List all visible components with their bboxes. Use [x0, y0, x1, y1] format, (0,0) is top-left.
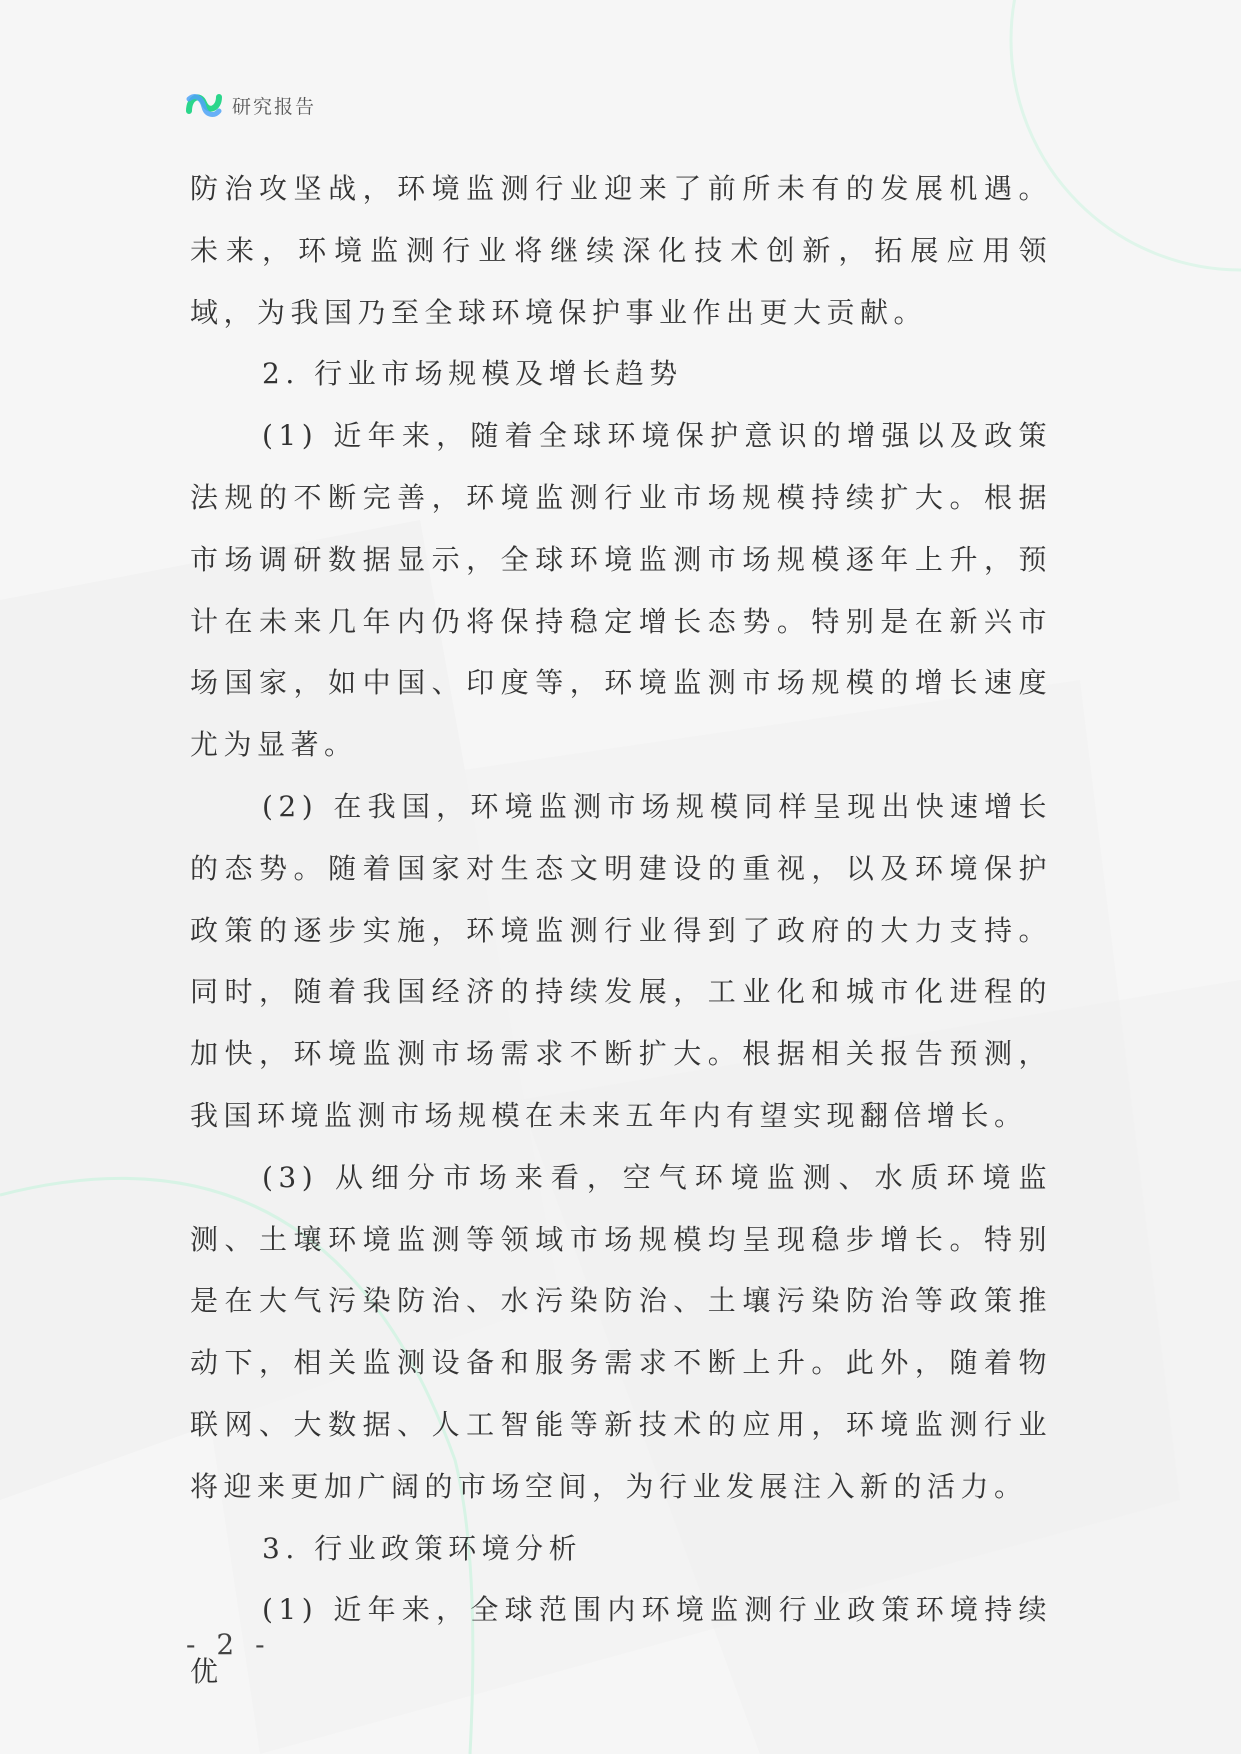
header-title: 研究报告	[232, 95, 317, 118]
paragraph-2-1: (1) 近年来，随着全球环境保护意识的增强以及政策法规的不断完善，环境监测行业市场规模持续扩大。根据市场调研数据显示，全球环境监测市场规模逐年上升，预计在未来几年内仍将保持稳定增长态势。特别是在新兴市场国家，如中国、印度等，环境监测市场规模的增长速度尤为显著。	[190, 419, 1052, 762]
report-logo-icon	[186, 89, 222, 121]
document-body	[190, 158, 1052, 1703]
paragraph-2-2: (2) 在我国，环境监测市场规模同样呈现出快速增长的态势。随着国家对生态文明建设的重视，以及环境保护政策的逐步实施，环境监测行业得到了政府的大力支持。同时，随着我国经济的持续发展，工业化和城市化进程的加快，环境监测市场需求不断扩大。根据相关报告预测，我国环境监测市场规模在未来五年内有望实现翻倍增长。	[190, 789, 1052, 1132]
report-header	[186, 88, 316, 122]
page-number: - 2 -	[186, 1628, 271, 1661]
paragraph-3-1: (1) 近年来，全球范围内环境监测行业政策环境持续优	[190, 1593, 1052, 1689]
section-heading-3: 3. 行业政策环境分析	[262, 1531, 583, 1565]
paragraph-2-3: (3) 从细分市场来看，空气环境监测、水质环境监测、土壤环境监测等领域市场规模均呈现稳步增长。特别是在大气污染防治、水污染防治、土壤污染防治等政策推动下，相关监测设备和服务需求不断上升。此外，随着物联网、大数据、人工智能等新技术的应用，环境监测行业将迎来更加广阔的市场空间，为行业发展注入新的活力。	[190, 1160, 1052, 1503]
paragraph-continuation: 防治攻坚战，环境监测行业迎来了前所未有的发展机遇。未来，环境监测行业将继续深化技术创新，拓展应用领域，为我国乃至全球环境保护事业作出更大贡献。	[190, 172, 1052, 329]
section-heading-2: 2. 行业市场规模及增长趋势	[262, 357, 683, 391]
